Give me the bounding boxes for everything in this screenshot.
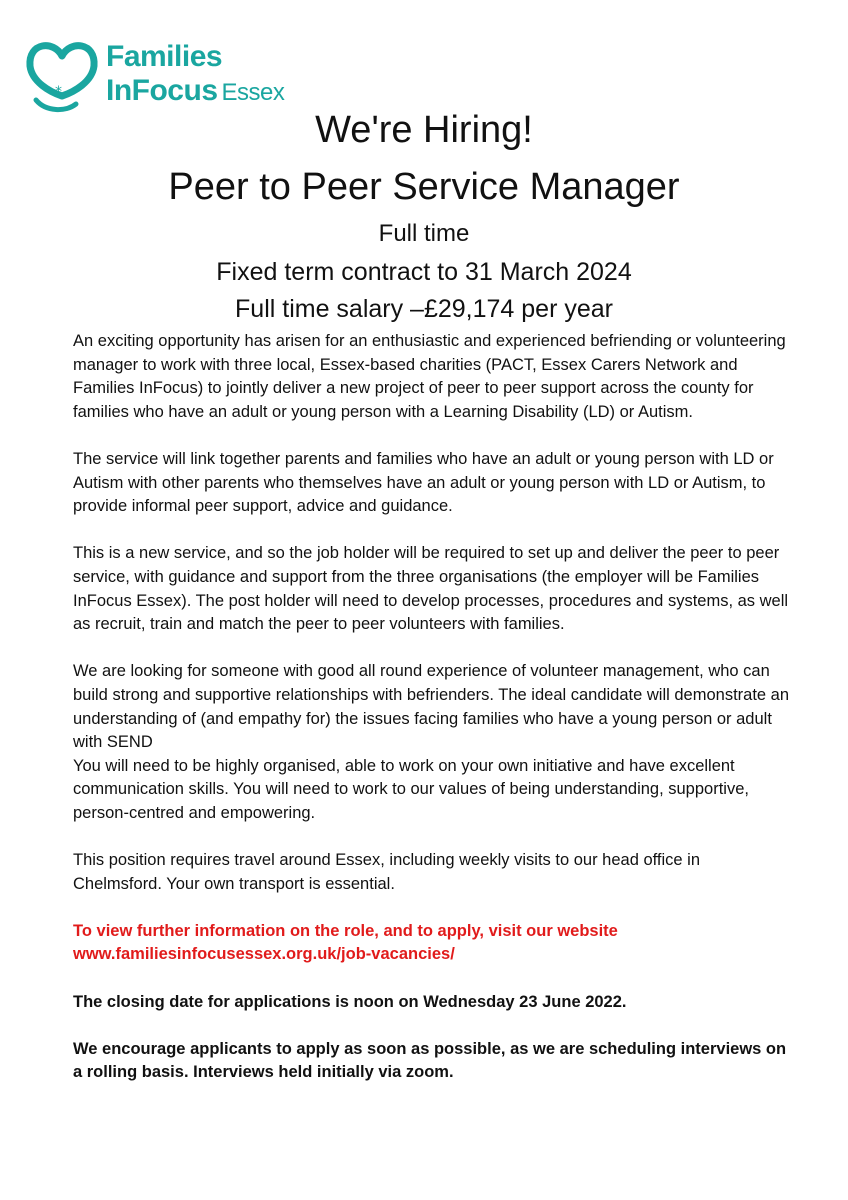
- job-description: [73, 330, 793, 1109]
- organisation-logo: [22, 34, 292, 114]
- logo-wordmark-infocus: InFocus: [106, 74, 218, 107]
- contract-term: Fixed term contract to 31 March 2024: [216, 258, 632, 286]
- apply-website-link[interactable]: www.familiesinfocusessex.org.uk/job-vacancies/: [73, 945, 455, 964]
- salary: Full time salary –£29,174 per year: [235, 295, 613, 323]
- apply-info: [73, 920, 793, 967]
- intro-paragraph: An exciting opportunity has arisen for an enthusiastic and experienced befriending or volunteering manager to work with three local, Essex-based charities (PACT, Essex Carers Network and Families InFocus) to jointly deliver a new project of peer to peer support across the county for families who have an adult or young person with a Learning Disability (LD) or Autism.: [73, 332, 786, 421]
- hiring-title: We're Hiring!: [315, 109, 533, 151]
- role-paragraph: This is a new service, and so the job holder will be required to set up and deliver the peer to peer service, with guidance and support from the three organisations (the employer will be Families InFocus Essex). The post holder will need to develop processes, procedures and systems, as well as recruit, train and match the peer to peer volunteers with families.: [73, 544, 789, 634]
- skills-paragraph: You will need to be highly organised, able to work on your own initiative and have excellent communication skills. You will need to work to our values of being understanding, supportive, person-centred and empowering.: [73, 756, 749, 822]
- travel-paragraph: This position requires travel around Essex, including weekly visits to our head office in Chelmsford. Your own transport is essential.: [73, 851, 701, 893]
- job-title: Peer to Peer Service Manager: [168, 166, 680, 208]
- candidate-paragraph: We are looking for someone with good all round experience of volunteer management, who can build strong and supportive relationships with befrienders. The ideal candidate will demonstrate an understanding of (and empathy for) the issues facing families who have a young person or adult with SEND: [73, 662, 790, 752]
- closing-date: The closing date for applications is noon on Wednesday 23 June 2022.: [73, 992, 627, 1011]
- interview-note: We encourage applicants to apply as soon as possible, as we are scheduling interviews on a rolling basis. Interviews held initially via zoom.: [73, 1039, 787, 1082]
- job-hours: Full time: [378, 220, 470, 247]
- logo-wordmark-families: Families: [106, 40, 223, 73]
- logo-wordmark-essex: Essex: [221, 79, 285, 106]
- svg-text:*: *: [55, 84, 62, 100]
- heart-person-icon: [22, 34, 102, 114]
- apply-instruction: To view further information on the role, and to apply, visit our website: [73, 921, 618, 940]
- service-paragraph: The service will link together parents and families who have an adult or young person with LD or Autism with other parents who themselves have an adult or young person with LD or Autism, to provide informal peer support, advice and guidance.: [73, 449, 774, 516]
